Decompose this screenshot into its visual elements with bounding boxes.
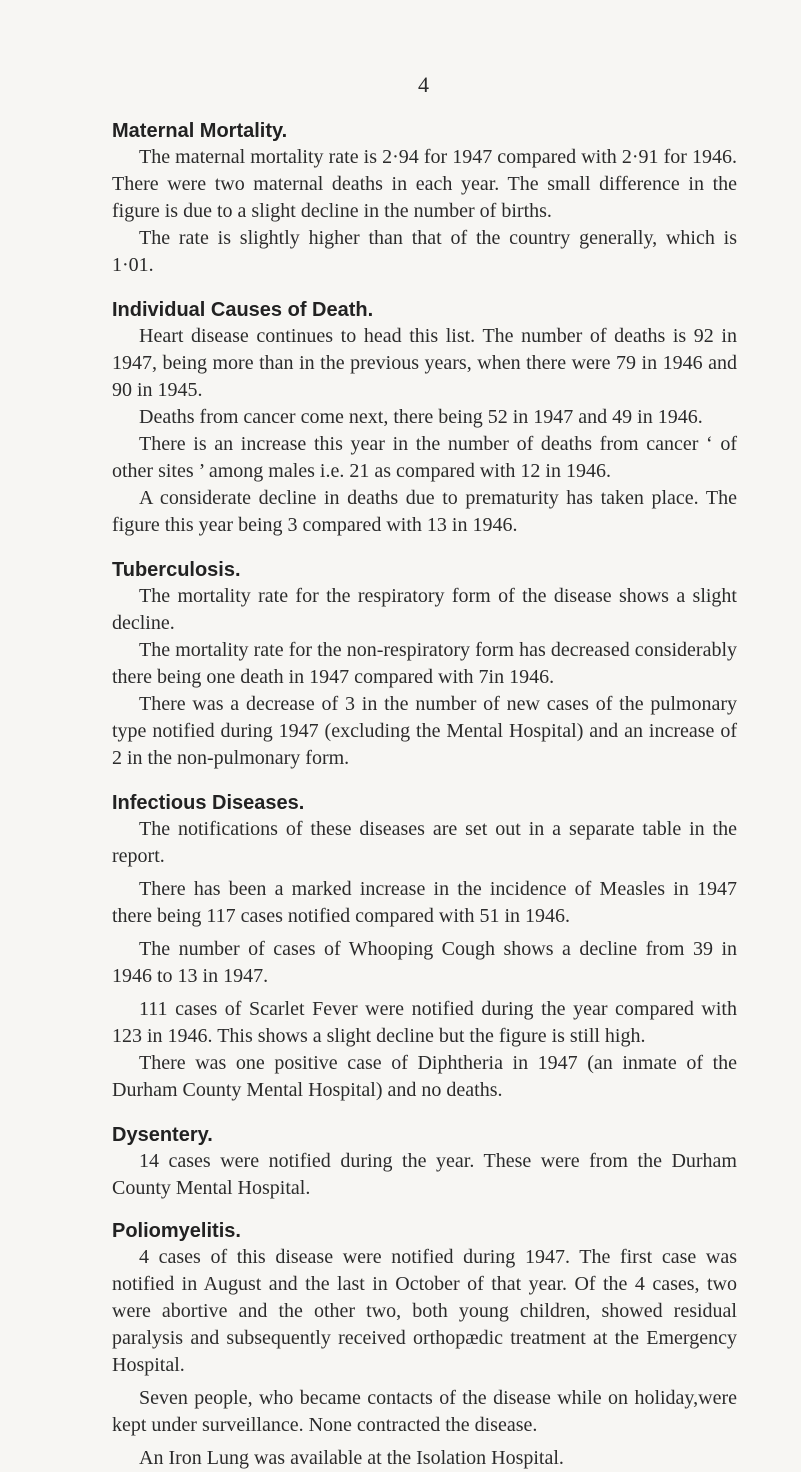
- section-tuberculosis: [112, 557, 737, 772]
- page-content: [112, 118, 737, 1472]
- section-heading: Maternal Mortality.: [112, 120, 288, 142]
- paragraph: The rate is slightly higher than that of the country generally, which is 1·01.: [112, 227, 737, 276]
- paragraph: The notifications of these diseases are set out in a separate table in the report.: [112, 818, 737, 867]
- section-heading: Tuberculosis.: [112, 559, 241, 581]
- section-heading: Infectious Diseases.: [112, 792, 305, 814]
- paragraph: 111 cases of Scarlet Fever were notified during the year compared with 123 in 1946. This shows a slight decline but the figure is still high.: [112, 998, 737, 1047]
- section-heading: Poliomyelitis.: [112, 1220, 241, 1242]
- page-number: 4: [418, 72, 429, 97]
- paragraph: Deaths from cancer come next, there being 52 in 1947 and 49 in 1946.: [139, 406, 703, 428]
- section-dysentery: [112, 1122, 737, 1202]
- paragraph: There was one positive case of Diphtheria in 1947 (an inmate of the Durham County Mental Hospital) and no deaths.: [112, 1052, 737, 1101]
- paragraph: The mortality rate for the respiratory form of the disease shows a slight decline.: [112, 585, 737, 634]
- section-infectious-diseases: [112, 790, 737, 1104]
- paragraph: There has been a marked increase in the incidence of Measles in 1947 there being 117 cases notified compared with 51 in 1946.: [112, 878, 737, 927]
- paragraph: 14 cases were notified during the year. These were from the Durham County Mental Hospital.: [112, 1150, 737, 1199]
- paragraph: The mortality rate for the non-respiratory form has decreased considerably there being one death in 1947 compared with 7in 1946.: [112, 639, 737, 688]
- paragraph: Seven people, who became contacts of the disease while on holiday,were kept under surveillance. None contracted the disease.: [112, 1387, 737, 1436]
- paragraph: There is an increase this year in the number of deaths from cancer ‘ of other sites ’ among males i.e. 21 as compared with 12 in 1946.: [112, 433, 737, 482]
- paragraph: Heart disease continues to head this list. The number of deaths is 92 in 1947, being more than in the previous years, when there were 79 in 1946 and 90 in 1945.: [112, 325, 737, 401]
- paragraph: The number of cases of Whooping Cough shows a decline from 39 in 1946 to 13 in 1947.: [112, 938, 737, 987]
- section-individual-causes: [112, 297, 737, 539]
- section-poliomyelitis: [112, 1218, 737, 1472]
- section-maternal-mortality: [112, 118, 737, 279]
- section-heading: Individual Causes of Death.: [112, 299, 374, 321]
- paragraph: The maternal mortality rate is 2·94 for 1947 compared with 2·91 for 1946. There were two maternal deaths in each year. The small difference in the figure is due to a slight decline in the number of births.: [112, 146, 737, 222]
- paragraph: 4 cases of this disease were notified during 1947. The first case was notified in August and the last in October of that year. Of the 4 cases, two were abortive and the other two, both young children, showed residual paralysis and subsequently received orthopædic treatment at the Emergency Hospital.: [112, 1246, 737, 1376]
- paragraph: A considerate decline in deaths due to prematurity has taken place. The figure this year being 3 compared with 13 in 1946.: [112, 487, 737, 536]
- paragraph: An Iron Lung was available at the Isolation Hospital.: [139, 1447, 564, 1469]
- section-heading: Dysentery.: [112, 1124, 213, 1146]
- paragraph: There was a decrease of 3 in the number of new cases of the pulmonary type notified during 1947 (excluding the Mental Hospital) and an increase of 2 in the non-pulmonary form.: [112, 693, 737, 769]
